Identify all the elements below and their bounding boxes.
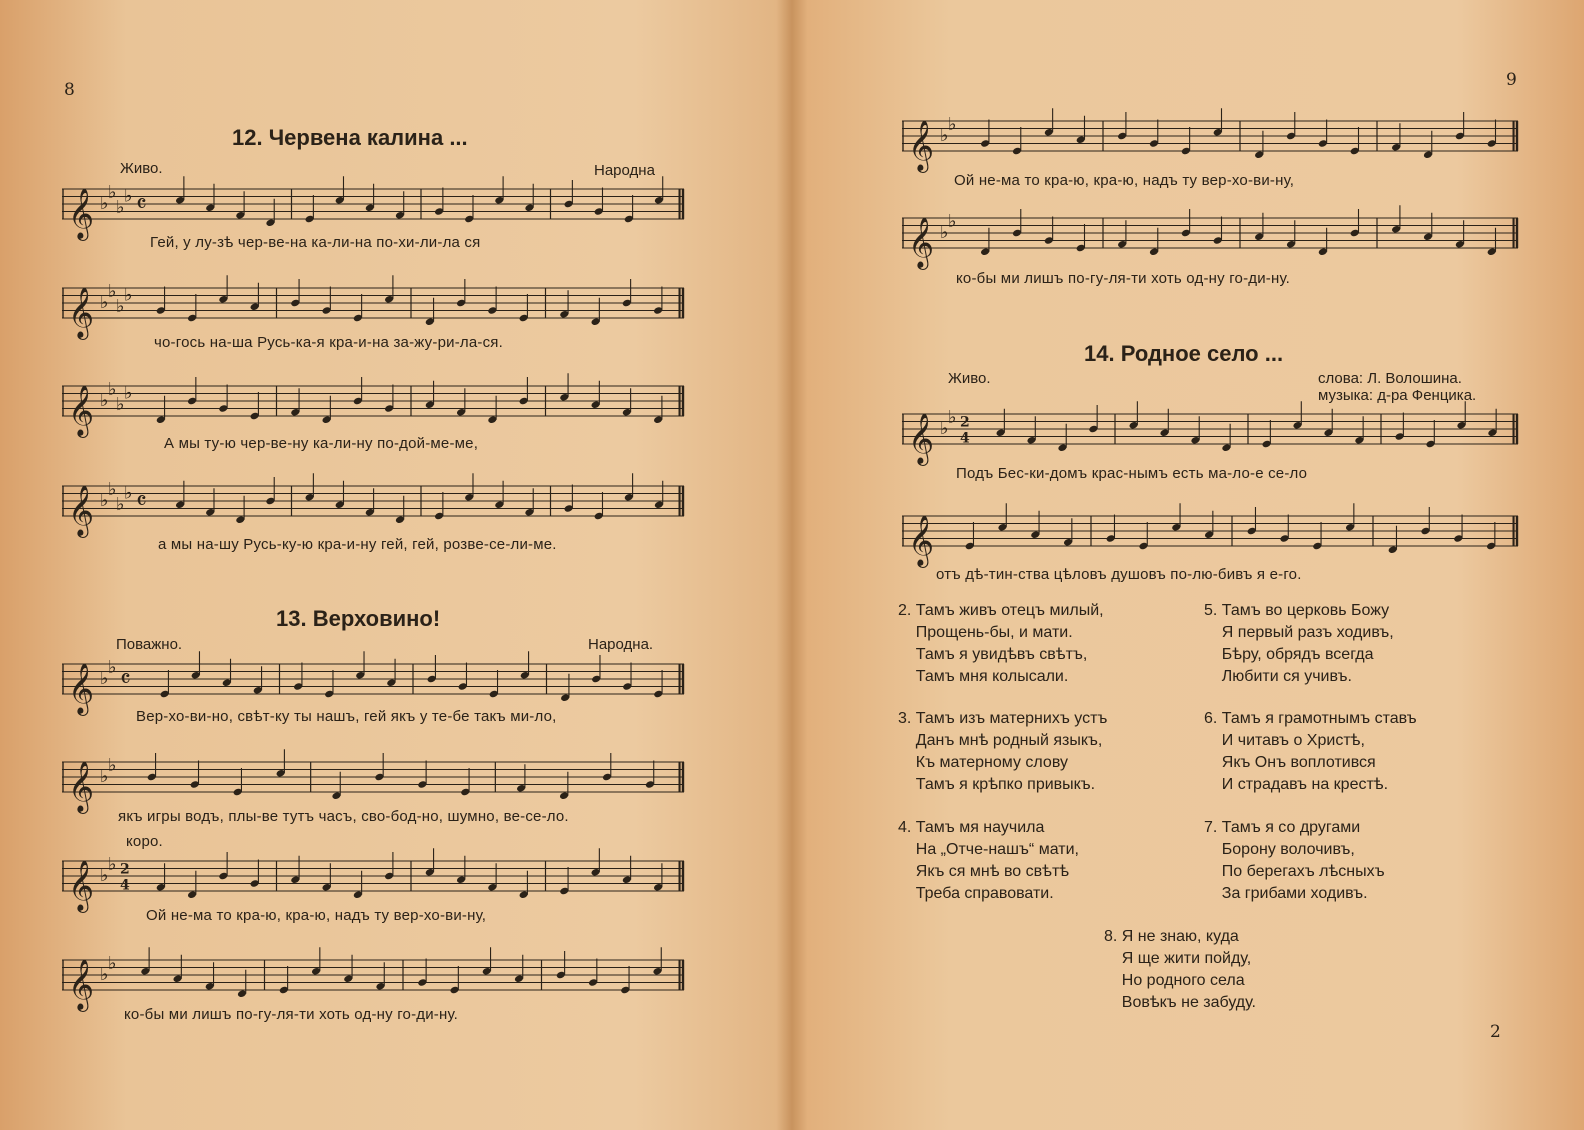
svg-text:♭: ♭ (100, 865, 109, 886)
music-staff (62, 378, 684, 436)
music-staff (62, 853, 684, 911)
svg-text:4: 4 (120, 877, 130, 894)
lyric-line: Гей, у лу-зѣ чер-ве-на ка-ли-на по-хи-ли-ла ся (150, 234, 481, 251)
music-staff (902, 113, 1518, 171)
svg-text:♭: ♭ (100, 193, 109, 214)
svg-text:𝄞: 𝄞 (908, 413, 935, 464)
svg-text:𝄴: 𝄴 (136, 487, 147, 515)
svg-text:♭: ♭ (116, 493, 125, 515)
svg-text:♭: ♭ (100, 964, 109, 985)
svg-text:♭: ♭ (116, 196, 125, 218)
music-staff (62, 181, 684, 239)
svg-text:♭: ♭ (940, 125, 949, 146)
svg-text:𝄞: 𝄞 (68, 385, 95, 436)
svg-text:♭: ♭ (100, 766, 109, 787)
svg-text:♭: ♭ (948, 210, 957, 232)
svg-text:♭: ♭ (108, 378, 117, 400)
svg-text:♭: ♭ (108, 478, 117, 500)
right-page (792, 0, 1584, 1130)
svg-text:♭: ♭ (100, 490, 109, 511)
verse: 2. Тамъ живъ отецъ милый, Прощень-бы, и мати. Тамъ я увидѣвъ свѣтъ, Тамъ мня колысали. (898, 602, 1104, 685)
music-staff (62, 952, 684, 1010)
svg-text:♭: ♭ (940, 222, 949, 243)
verse: 6. Тамъ я грамотнымъ ставъ И читавъ о Христѣ, Якъ Онъ воплотився И страдавъ на крестѣ. (1204, 710, 1417, 793)
svg-text:♭: ♭ (108, 853, 117, 875)
svg-text:2: 2 (960, 414, 970, 431)
svg-text:𝄞: 𝄞 (68, 761, 95, 812)
svg-text:♭: ♭ (124, 482, 133, 504)
svg-text:𝄞: 𝄞 (68, 860, 95, 911)
tempo-marking: Поважно. (116, 636, 183, 653)
music-staff (62, 280, 684, 338)
verse: 4. Тамъ мя научила На „Отче-нашъ“ мати, Якъ ся мнѣ во свѣтѣ Треба справовати. (898, 819, 1079, 902)
svg-text:𝄞: 𝄞 (908, 217, 935, 268)
lyric-line: ко-бы ми лишъ по-гу-ля-ти хоть од-ну го-ди-ну. (956, 270, 1291, 287)
svg-text:♭: ♭ (116, 393, 125, 415)
lyric-line: Вер-хо-ви-но, свѣт-ку ты нашъ, гей якъ у те-бе такъ ми-ло, (136, 708, 557, 725)
svg-text:𝄞: 𝄞 (908, 120, 935, 171)
music-staff (62, 478, 684, 536)
svg-text:4: 4 (960, 430, 970, 447)
page-number: 9 (1506, 70, 1517, 90)
lyric-line: отъ дѣ-тин-ства цѣловъ душовъ по-лю-бивъ я е-го. (936, 566, 1302, 583)
svg-text:♭: ♭ (124, 185, 133, 207)
song-title: 14. Родное село ... (1084, 341, 1284, 366)
svg-text:2: 2 (120, 861, 130, 878)
svg-text:♭: ♭ (948, 113, 957, 135)
tempo-marking: Живо. (120, 160, 163, 177)
svg-text:♭: ♭ (124, 382, 133, 404)
svg-text:♭: ♭ (940, 418, 949, 439)
svg-text:𝄞: 𝄞 (908, 515, 935, 566)
lyric-line: Ой не-ма то кра-ю, кра-ю, надъ ту вер-хо-ви-ну, (954, 172, 1295, 189)
verse: 8. Я не знаю, куда Я ще жити пойду, Но родного села Вовѣкъ не забуду. (1104, 928, 1256, 1011)
lyric-line: Подъ Бес-ки-домъ крас-нымъ есть ма-ло-е се-ло (956, 465, 1308, 482)
svg-text:♭: ♭ (100, 292, 109, 313)
music-staff (62, 754, 684, 812)
lyric-line: Ой не-ма то кра-ю, кра-ю, надъ ту вер-хо-ви-ну, (146, 907, 487, 924)
svg-text:♭: ♭ (948, 406, 957, 428)
svg-text:𝄞: 𝄞 (68, 959, 95, 1010)
lyric-line: а мы на-шу Русь-ку-ю кра-и-ну гей, гей, розве-се-ли-ме. (158, 536, 557, 553)
svg-text:♭: ♭ (100, 390, 109, 411)
lyric-line: ко-бы ми лишъ по-гу-ля-ти хоть од-ну го-ди-ну. (124, 1006, 459, 1023)
svg-text:𝄞: 𝄞 (68, 485, 95, 536)
svg-text:♭: ♭ (108, 656, 117, 678)
svg-text:♭: ♭ (108, 952, 117, 974)
svg-text:♭: ♭ (108, 280, 117, 302)
page-number: 8 (64, 80, 75, 100)
attribution: Народна. (588, 636, 654, 653)
svg-text:𝄞: 𝄞 (68, 188, 95, 239)
svg-text:𝄞: 𝄞 (68, 663, 95, 714)
lyric-line: чо-гось на-ша Русь-ка-я кра-и-на за-жу-ри-ла-ся. (154, 334, 503, 351)
verse: 3. Тамъ изъ матернихъ устъ Данъ мнѣ родный языкъ, Къ матерному слову Тамъ я крѣпко привыкъ. (898, 710, 1108, 793)
svg-text:♭: ♭ (116, 295, 125, 317)
tempo-marking: Живо. (948, 370, 991, 387)
song-title: 12. Червена калина ... (232, 125, 468, 150)
music-staff (62, 656, 684, 714)
verse: 5. Тамъ во церковь Божу Я первый разъ ходивъ, Бѣру, обрядъ всегда Любити ся учивъ. (1204, 602, 1394, 685)
svg-text:♭: ♭ (124, 284, 133, 306)
lyric-line: А мы ту-ю чер-ве-ну ка-ли-ну по-дой-ме-ме, (164, 435, 479, 452)
svg-text:♭: ♭ (100, 668, 109, 689)
music-staff (902, 510, 1518, 566)
song-title: 13. Верховино! (276, 606, 441, 631)
attribution: Народна (594, 162, 655, 179)
svg-text:𝄞: 𝄞 (68, 287, 95, 338)
words-credit: слова: Л. Волошина. (1318, 370, 1462, 387)
svg-text:𝄴: 𝄴 (136, 190, 147, 218)
music-staff (902, 210, 1518, 268)
lyric-line: якъ игры водъ, плы-ве тутъ часъ, сво-бод-но, шумно, ве-се-ло. (118, 808, 569, 825)
signature-mark: 2 (1490, 1022, 1501, 1042)
verse: 7. Тамъ я со другами Борону волочивъ, По берегахъ лѣсныхъ За грибами ходивъ. (1204, 819, 1385, 902)
svg-text:𝄴: 𝄴 (120, 665, 131, 693)
music-staff (902, 406, 1518, 464)
svg-text:♭: ♭ (108, 181, 117, 203)
music-credit: музыка: д-ра Фенцика. (1318, 387, 1477, 404)
svg-text:♭: ♭ (108, 754, 117, 776)
marking: коро. (126, 833, 163, 850)
